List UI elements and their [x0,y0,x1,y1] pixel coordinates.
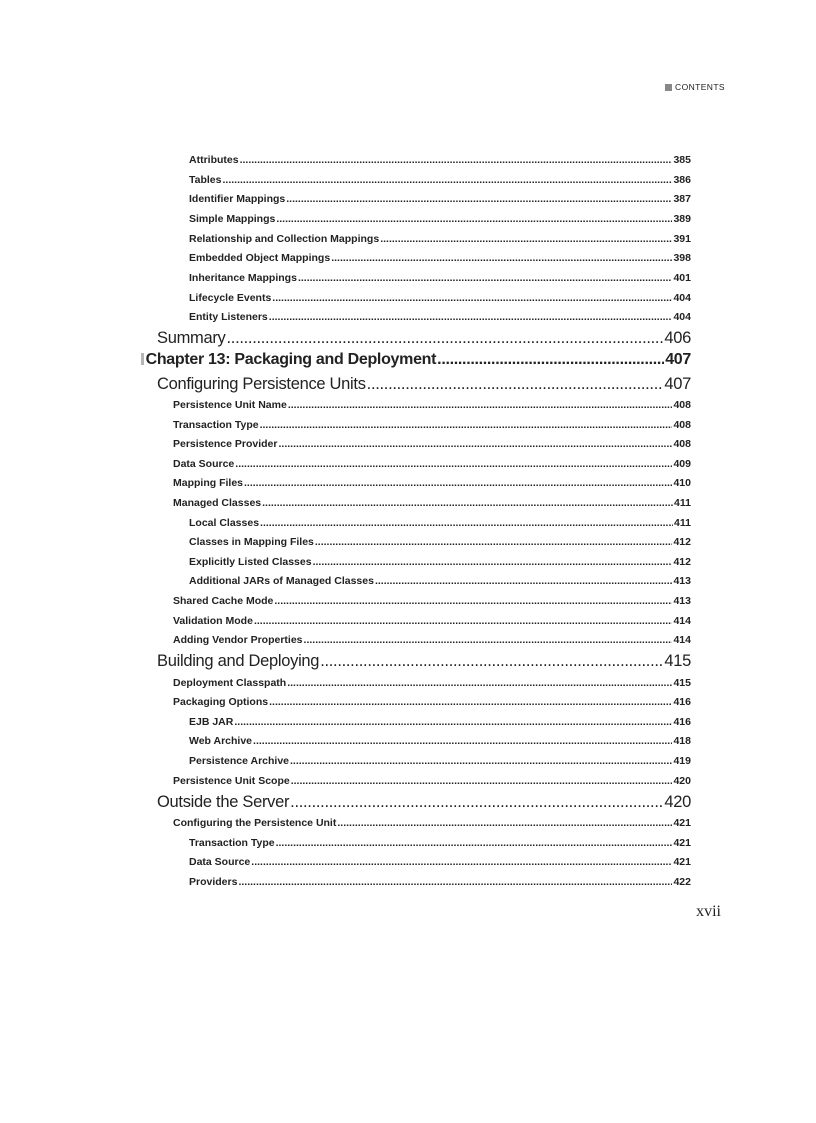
toc-entry[interactable] [173,496,691,510]
toc-leader-dots [240,153,673,167]
toc-entry-title: Web Archive [189,735,253,747]
toc-entry[interactable] [173,437,691,451]
toc-entry-title: Mapping Files [173,477,244,489]
toc-entry-title: Local Classes [189,517,260,529]
header-label: CONTENTS [675,82,725,92]
toc-leader-dots [244,476,672,490]
toc-entry-page: 404 [673,292,691,304]
toc-entry-page: 414 [673,634,691,646]
toc-entry-page: 422 [673,876,691,888]
toc-entry-title: Shared Cache Mode [173,595,274,607]
toc-chapter-entry[interactable] [141,350,691,370]
toc-entry[interactable] [173,476,691,490]
toc-entry[interactable] [189,251,691,265]
toc-entry-title: Explicitly Listed Classes [189,556,312,568]
toc-entry-page: 406 [664,329,691,347]
toc-entry-title: Adding Vendor Properties [173,634,303,646]
chapter-square-icon [141,353,144,365]
toc-entry-page: 386 [673,174,691,186]
toc-leader-dots [274,594,672,608]
toc-entry-page: 401 [673,272,691,284]
toc-entry-page: 404 [673,311,691,323]
toc-entry-title: Attributes [189,154,239,166]
toc-entry-page: 413 [673,575,691,587]
toc-entry-title: Lifecycle Events [189,292,272,304]
toc-entry-title: Configuring the Persistence Unit [173,817,337,829]
toc-leader-dots [276,212,672,226]
toc-leader-dots [290,792,663,812]
toc-entry-page: 420 [673,775,691,787]
toc-leader-dots [380,232,672,246]
toc-entry-page: 408 [673,419,691,431]
toc-entry-title: Inheritance Mappings [189,272,297,284]
toc-entry-title: Persistence Unit Scope [173,775,290,787]
toc-entry-page: 415 [664,652,691,670]
toc-entry-page: 410 [673,477,691,489]
toc-entry-page: 412 [673,556,691,568]
toc-entry[interactable] [173,398,691,412]
toc-entry[interactable] [173,774,691,788]
toc-entry-page: 411 [674,497,691,509]
toc-entry-title: Embedded Object Mappings [189,252,331,264]
toc-entry-page: 408 [673,438,691,450]
toc-leader-dots [437,350,664,370]
toc-entry-page: 387 [673,193,691,205]
running-header [665,82,725,92]
toc-entry[interactable] [189,310,691,324]
toc-entry[interactable] [189,754,691,768]
toc-leader-dots [337,816,672,830]
toc-leader-dots [375,574,673,588]
toc-entry-title: Data Source [189,856,251,868]
toc-entry[interactable] [189,271,691,285]
toc-entry-page: 421 [673,837,691,849]
toc-leader-dots [262,496,673,510]
toc-leader-dots [260,516,673,530]
toc-leader-dots [304,633,673,647]
toc-leader-dots [260,418,673,432]
toc-entry-title: Persistence Provider [173,438,278,450]
toc-entry[interactable] [173,594,691,608]
toc-entry-page: 421 [673,856,691,868]
toc-entry[interactable] [173,633,691,647]
toc-leader-dots [288,398,673,412]
toc-entry-page: 412 [673,536,691,548]
toc-entry[interactable] [189,715,691,729]
toc-entry-page: 411 [674,517,691,529]
toc-leader-dots [298,271,673,285]
toc-entry[interactable] [189,153,691,167]
toc-section-entry[interactable] [157,374,691,394]
toc-entry-page: 419 [673,755,691,767]
toc-entry-title: Providers [189,876,238,888]
toc-entry[interactable] [189,291,691,305]
toc-entry[interactable] [189,232,691,246]
toc-entry-page: 415 [673,677,691,689]
toc-entry-page: 385 [673,154,691,166]
toc-leader-dots [235,457,672,471]
toc-entry-title: Transaction Type [173,419,259,431]
toc-entry-page: 398 [673,252,691,264]
page-number: xvii [696,903,721,920]
toc-leader-dots [278,437,672,451]
toc-entry[interactable] [173,816,691,830]
toc-entry[interactable] [189,173,691,187]
toc-entry[interactable] [173,614,691,628]
toc-leader-dots [269,695,672,709]
toc-leader-dots [313,555,673,569]
toc-entry[interactable] [189,535,691,549]
toc-leader-dots [253,734,672,748]
toc-entry-title: Identifier Mappings [189,193,286,205]
toc-entry-title: Chapter 13: Packaging and Deployment [145,351,437,368]
toc-entry-title: Packaging Options [173,696,269,708]
header-square-icon [665,84,672,91]
toc-entry-page: 409 [673,458,691,470]
toc-entry-title: Persistence Archive [189,755,290,767]
toc-entry-page: 407 [665,351,691,368]
toc-entry[interactable] [173,695,691,709]
toc-leader-dots [331,251,672,265]
toc-leader-dots [254,614,673,628]
toc-leader-dots [320,651,663,671]
toc-section-entry[interactable] [157,651,691,671]
toc-entry-page: 413 [673,595,691,607]
toc-leader-dots [222,173,672,187]
toc-leader-dots [286,192,672,206]
toc-entry-title: Configuring Persistence Units [157,375,366,393]
toc-entry-title: Summary [157,329,226,347]
toc-entry[interactable] [189,855,691,869]
toc-leader-dots [291,774,673,788]
toc-entry[interactable] [173,457,691,471]
toc-entry-title: Outside the Server [157,793,290,811]
toc-entry-title: Managed Classes [173,497,262,509]
toc-entry-title: Entity Listeners [189,311,268,323]
toc-leader-dots [290,754,672,768]
toc-entry-page: 389 [673,213,691,225]
toc-entry[interactable] [189,516,691,530]
toc-section-entry[interactable] [157,328,691,348]
toc-entry-page: 421 [673,817,691,829]
toc-entry-page: 391 [673,233,691,245]
toc-entry-page: 416 [673,696,691,708]
toc-entry[interactable] [189,875,691,889]
toc-entry-title: Deployment Classpath [173,677,287,689]
toc-entry[interactable] [189,734,691,748]
toc-entry-page: 416 [673,716,691,728]
toc-entry-title: Simple Mappings [189,213,276,225]
toc-leader-dots [269,310,673,324]
toc-leader-dots [234,715,672,729]
toc-leader-dots [251,855,672,869]
toc-entry[interactable] [189,836,691,850]
toc-leader-dots [276,836,673,850]
toc-entry[interactable] [189,192,691,206]
toc-leader-dots [227,328,664,348]
toc-entry-title: Data Source [173,458,235,470]
toc-entry-page: 408 [673,399,691,411]
toc-entry-title: Building and Deploying [157,652,320,670]
toc-entry-page: 420 [664,793,691,811]
toc-entry-title: Persistence Unit Name [173,399,287,411]
toc-leader-dots [287,676,672,690]
toc-section-entry[interactable] [157,792,691,812]
toc-entry-title: Transaction Type [189,837,275,849]
toc-entry-title: Classes in Mapping Files [189,536,314,548]
toc-leader-dots [272,291,672,305]
toc-entry-title: Validation Mode [173,615,253,627]
toc-entry-title: Tables [189,174,222,186]
toc-entry-page: 418 [673,735,691,747]
toc-entry[interactable] [189,212,691,226]
toc-entry-title: EJB JAR [189,716,234,728]
toc-entry-page: 414 [673,615,691,627]
toc-entry-title: Additional JARs of Managed Classes [189,575,374,587]
toc-entry[interactable] [189,574,691,588]
toc-entry[interactable] [173,418,691,432]
toc-entry-page: 407 [664,375,691,393]
toc-entry[interactable] [189,555,691,569]
toc-entry-title: Relationship and Collection Mappings [189,233,380,245]
toc-leader-dots [315,535,673,549]
toc-entry[interactable] [173,676,691,690]
toc-leader-dots [238,875,672,889]
toc-leader-dots [367,374,664,394]
